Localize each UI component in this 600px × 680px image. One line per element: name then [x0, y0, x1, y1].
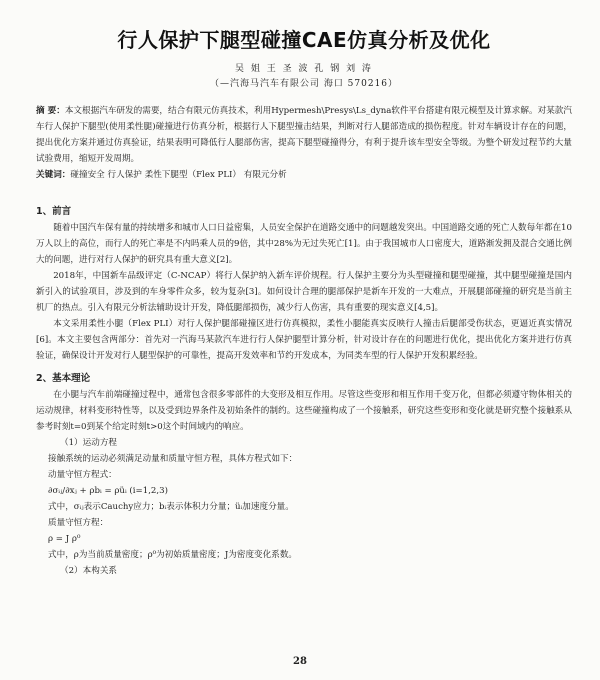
momentum-intro: 接触系统的运动必须满足动量和质量守恒方程，具体方程式如下：	[48, 454, 298, 464]
section-heading-theory: 2、基本理论	[36, 373, 91, 384]
intro-paragraph-3: 本文采用柔性小腿（Flex PLI）对行人保护腿部碰撞区进行仿真模拟，柔性小腿能真实反映行人撞击后腿部受伤状态，更逼近真实情况[6]。本文主要包含两部分：首先对一汽海马某款汽车进行行人保护腿型计算分析，针对设计存在的问题进行优化，提出优化方案并进行仿真验证，确保设计开发对行人腿型保护的可靠性，提高开发效率和节约开发成本，为同类车型的行人保护开发积累经验。	[36, 319, 572, 361]
keywords	[36, 167, 572, 183]
page-number: 28	[293, 656, 307, 667]
abstract	[36, 103, 572, 167]
mass-description: 式中，ρ为当前质量密度；ρ⁰为初始质量密度；J为密度变化系数。	[48, 550, 298, 560]
intro-paragraph-1: 随着中国汽车保有量的持续增多和城市人口日益密集，人员安全保护在道路交通中的问题越发突出。中国道路交通的死亡人数每年都在10万人以上的高位，而行人的死亡率是不内吗乘人员的9倍，其中28%为无过失死亡[1]。由于我国城市人口密度大，道路渐发拥及混合交通比例大的问题，进行对行人保护的研究具有重大意义[2]。	[36, 223, 572, 265]
momentum-label: 动量守恒方程式：	[48, 470, 117, 480]
mass-equation: ρ = J ρ⁰	[48, 534, 81, 544]
section-heading-intro: 1、前言	[36, 206, 72, 217]
momentum-equation: ∂σᵢⱼ/∂xⱼ + ρbᵢ = ρüᵢ (i=1,2,3)	[48, 486, 168, 496]
subsection-constitutive: （2）本构关系	[60, 566, 118, 576]
keywords-label: 关键词：	[36, 170, 71, 180]
intro-paragraph-2: 2018年，中国新车品级评定（C-NCAP）将行人保护纳入新车评价规程。行人保护主要分为头型碰撞和腿型碰撞，其中腿型碰撞是国内新引入的试验项目，涉及到的车身零件众多，较为复杂[3]。如何设计合理的腿部保护是新车开发的一大难点，开展腿部碰撞的研究是当前主机厂的热点。引入有限元分析法辅助设计开发，降低腿部损伤，减少行人伤害，具有重要的现实意义[4,5]。	[36, 271, 572, 313]
affiliation-line: （—汽海马汽车有限公司 海口 570216）	[209, 79, 399, 89]
theory-paragraph-1: 在小腿与汽车前端碰撞过程中，通常包含很多零部件的大变形及相互作用。尽管这些变形和相互作用千变万化，但都必须遵守物体相关的运动规律，材料变形特性等，以及受到边界条件及初始条件的制约。这些碰撞构成了一个接触系，研究这些变形和变化就是研究整个接触系从参考时刻t=0到某个给定时刻t>0这个时间域内的响应。	[36, 390, 572, 432]
abstract-label: 摘 要：	[36, 106, 65, 116]
momentum-description: 式中，σᵢⱼ表示Cauchy应力；bᵢ表示体积力分量；üᵢ加速度分量。	[48, 502, 294, 512]
abstract-text: 本文根据汽车研发的需要，结合有限元仿真技术，利用Hypermesh\Presys\Ls_dyna软件平台搭建有限元模型及计算求解。对某款汽车行人保护下腿型(使用柔性腿)碰撞进行仿真分析，根据行人下腿型撞击结果，判断对行人腿部造成的损伤程度。针对车辆设计存在的问题，提出优化方案并通过仿真验证，结果表明可降低行人腿部伤害，提高下腿型碰撞得分，有利于提升该车型安全等级。为整个研发过程节约大量试验费用，缩短开发周期。	[36, 106, 572, 164]
authors-line: 吴 姐 王 圣 波 孔 钢 刘 涛	[235, 64, 373, 74]
paper-title: 行人保护下腿型碰撞CAE仿真分析及优化	[117, 28, 491, 52]
keywords-text: 碰撞安全 行人保护 柔性下腿型（Flex PLI） 有限元分析	[70, 170, 287, 180]
mass-label: 质量守恒方程：	[48, 518, 109, 528]
subsection-momentum: （1）运动方程	[60, 438, 118, 448]
